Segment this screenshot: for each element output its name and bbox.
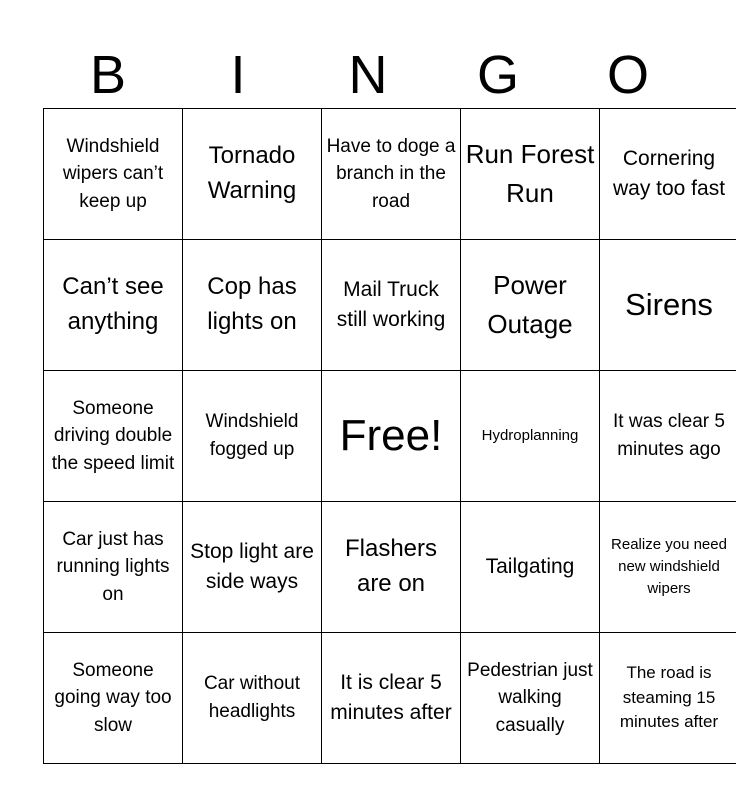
bingo-header (43, 42, 693, 108)
bingo-grid (43, 108, 736, 764)
bingo-cell[interactable] (600, 502, 736, 633)
grid-row (44, 371, 736, 502)
bingo-cell[interactable] (600, 240, 736, 371)
cell-text: Cop has lights on (207, 273, 297, 335)
bingo-cell[interactable] (322, 240, 461, 371)
cell-text: Someone driving double the speed limit (51, 397, 175, 474)
grid-row (44, 240, 736, 371)
bingo-cell[interactable] (183, 240, 322, 371)
cell-text: Power Outage (487, 270, 573, 339)
bingo-cell[interactable] (461, 240, 600, 371)
bingo-cell[interactable] (461, 502, 600, 633)
cell-text: Have to doge a branch in the road (326, 135, 456, 212)
cell-text: Hydroplanning (481, 427, 579, 444)
cell-text: Car without headlights (203, 673, 301, 722)
cell-text: Sirens (625, 287, 713, 323)
bingo-cell[interactable] (461, 371, 600, 502)
bingo-cell[interactable] (600, 109, 736, 240)
header-letter-i: I (230, 45, 246, 105)
bingo-cell[interactable] (44, 633, 183, 764)
cell-text: It is clear 5 minutes after (330, 670, 452, 724)
bingo-cell[interactable] (44, 240, 183, 371)
bingo-cell[interactable] (183, 109, 322, 240)
cell-text: Mail Truck still working (336, 277, 446, 331)
free-space-text: Free! (339, 410, 443, 460)
grid-row (44, 502, 736, 633)
bingo-cell[interactable] (322, 502, 461, 633)
grid-row (44, 633, 736, 764)
cell-text: Tailgating (485, 554, 575, 578)
bingo-cell[interactable] (183, 371, 322, 502)
cell-text: Flashers are on (344, 535, 438, 597)
bingo-cell[interactable] (44, 371, 183, 502)
bingo-cell[interactable] (600, 633, 736, 764)
cell-text: Car just has running lights on (56, 528, 170, 605)
bingo-cell[interactable] (600, 371, 736, 502)
bingo-cell[interactable] (183, 633, 322, 764)
grid-row (44, 109, 736, 240)
bingo-cell[interactable] (322, 633, 461, 764)
cell-text: Stop light are side ways (190, 539, 314, 593)
cell-text: Pedestrian just walking casually (467, 659, 593, 736)
cell-text: Realize you need new windshield wipers (611, 536, 727, 597)
header-letter-b: B (89, 45, 127, 105)
free-cell[interactable] (322, 371, 461, 502)
bingo-cell[interactable] (44, 502, 183, 633)
cell-text: Run Forest Run (465, 139, 595, 208)
header-letter-n: N (348, 45, 388, 105)
cell-text: The road is steaming 15 minutes after (619, 663, 719, 732)
header-letter-o: O (606, 45, 649, 105)
header-letter-g: G (476, 45, 519, 105)
bingo-cell[interactable] (183, 502, 322, 633)
cell-text: Can’t see anything (62, 273, 164, 335)
cell-text: Cornering way too fast (612, 146, 726, 200)
bingo-cell[interactable] (44, 109, 183, 240)
bingo-cell[interactable] (461, 109, 600, 240)
cell-text: Tornado Warning (207, 142, 297, 204)
bingo-cell[interactable] (322, 109, 461, 240)
cell-text: Someone going way too slow (54, 659, 172, 736)
cell-text: Windshield fogged up (205, 411, 299, 460)
bingo-cell[interactable] (461, 633, 600, 764)
cell-text: Windshield wipers can’t keep up (62, 135, 164, 212)
cell-text: It was clear 5 minutes ago (613, 411, 725, 460)
